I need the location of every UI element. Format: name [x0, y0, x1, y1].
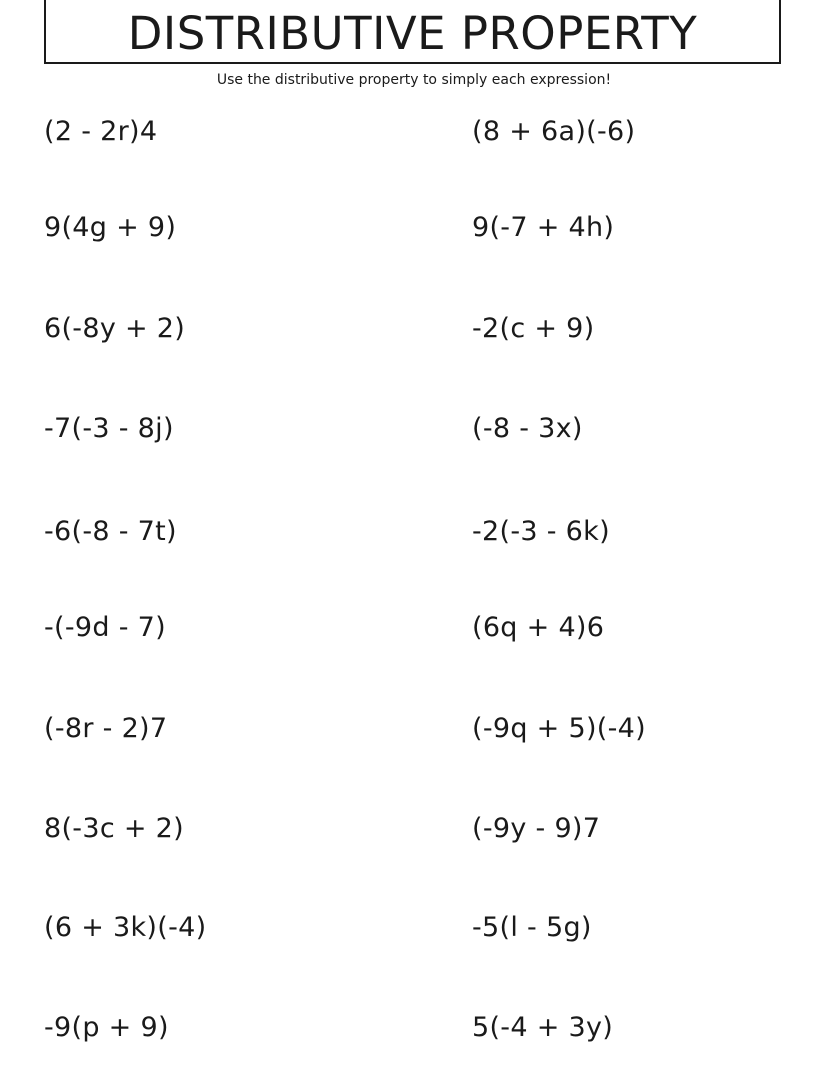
problem-13: (-8r - 2)7 [44, 713, 168, 744]
problem-11: -(-9d - 7) [44, 612, 166, 643]
problem-10: -2(-3 - 6k) [472, 516, 610, 547]
worksheet-title: DISTRIBUTIVE PROPERTY [127, 6, 698, 60]
problem-16: (-9y - 9)7 [472, 813, 601, 844]
problem-12: (6q + 4)6 [472, 612, 605, 643]
problem-17: (6 + 3k)(-4) [44, 912, 207, 943]
problem-18: -5(l - 5g) [472, 912, 592, 943]
problem-14: (-9q + 5)(-4) [472, 713, 646, 744]
problem-7: -7(-3 - 8j) [44, 413, 174, 444]
problem-6: -2(c + 9) [472, 313, 595, 344]
problem-8: (-8 - 3x) [472, 413, 583, 444]
problem-4: 9(-7 + 4h) [472, 212, 615, 243]
problem-19: -9(p + 9) [44, 1012, 169, 1043]
problem-20: 5(-4 + 3y) [472, 1012, 614, 1043]
problem-15: 8(-3c + 2) [44, 813, 184, 844]
problem-3: 9(4g + 9) [44, 212, 177, 243]
instructions: Use the distributive property to simply each expression! [216, 72, 612, 88]
problem-2: (8 + 6a)(-6) [472, 116, 636, 147]
problem-1: (2 - 2r)4 [44, 116, 158, 147]
problem-9: -6(-8 - 7t) [44, 516, 177, 547]
problem-5: 6(-8y + 2) [44, 313, 186, 344]
